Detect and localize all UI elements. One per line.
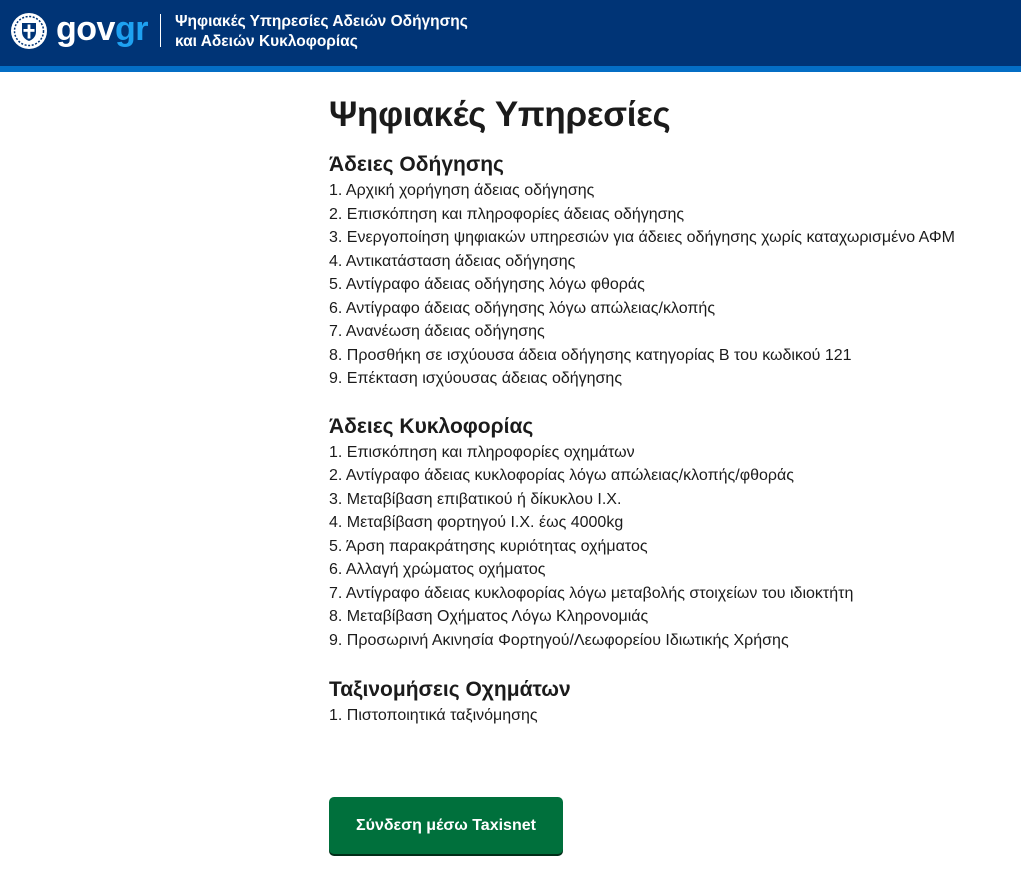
logo-gov-text: gov [56, 10, 115, 48]
driving-licenses-list [329, 179, 1009, 391]
taxisnet-login-button[interactable]: Σύνδεση μέσω Taxisnet [329, 797, 563, 854]
list-item: 2. Επισκόπηση και πληροφορίες άδειας οδήγησης [329, 205, 685, 223]
section-title-vehicle-registrations: Άδειες Κυκλοφορίας [329, 414, 534, 438]
list-item: 1. Πιστοποιητικά ταξινόμησης [329, 707, 538, 724]
list-item: 5. Άρση παρακράτησης κυριότητας οχήματος [329, 537, 648, 555]
list-item: 7. Ανανέωση άδειας οδήγησης [329, 323, 545, 340]
list-item: 3. Μεταβίβαση επιβατικού ή δίκυκλου Ι.Χ. [329, 490, 622, 508]
list-item: 4. Μεταβίβαση φορτηγού Ι.Χ. έως 4000kg [329, 514, 624, 531]
list-item: 6. Αντίγραφο άδειας οδήγησης λόγω απώλειας/κλοπής [329, 299, 716, 317]
list-item: 2. Αντίγραφο άδειας κυκλοφορίας λόγω απώλειας/κλοπής/φθοράς [329, 467, 794, 484]
list-item: 8. Προσθήκη σε ισχύουσα άδεια οδήγησης κατηγορίας B του κωδικού 121 [329, 346, 852, 364]
govgr-logo[interactable] [56, 8, 148, 50]
vehicle-registrations-list [329, 441, 1009, 653]
header-title-line1: Ψηφιακές Υπηρεσίες Αδειών Οδήγησης [175, 13, 468, 30]
list-item: 1. Επισκόπηση και πληροφορίες οχημάτων [329, 443, 635, 461]
site-header [0, 0, 1021, 72]
section-title-vehicle-classifications: Ταξινομήσεις Οχημάτων [329, 678, 571, 701]
list-item: 4. Αντικατάσταση άδειας οδήγησης [329, 252, 576, 270]
page-title: Ψηφιακές Υπηρεσίες [329, 95, 671, 134]
list-item: 6. Αλλαγή χρώματος οχήματος [329, 561, 546, 578]
greek-coat-of-arms-icon[interactable] [10, 12, 48, 50]
list-item: 8. Μεταβίβαση Οχήματος Λόγω Κληρονομιάς [329, 608, 649, 625]
list-item: 3. Ενεργοποίηση ψηφιακών υπηρεσιών για άδειες οδήγησης χωρίς καταχωρισμένο ΑΦΜ [329, 229, 955, 246]
main-content [329, 90, 1009, 728]
header-title-line2: και Αδειών Κυκλοφορίας [175, 33, 358, 50]
header-service-title[interactable] [175, 12, 515, 52]
header-divider [160, 14, 161, 47]
vehicle-classifications-list [329, 704, 1009, 728]
list-item: 5. Αντίγραφο άδειας οδήγησης λόγω φθοράς [329, 276, 645, 293]
list-item: 9. Επέκταση ισχύουσας άδειας οδήγησης [329, 370, 623, 387]
section-title-driving-licenses: Άδειες Οδήγησης [329, 153, 504, 176]
list-item: 7. Αντίγραφο άδειας κυκλοφορίας λόγω μεταβολής στοιχείων του ιδιοκτήτη [329, 584, 854, 602]
list-item: 1. Αρχική χορήγηση άδειας οδήγησης [329, 182, 595, 199]
logo-gr-text: gr [114, 10, 148, 48]
list-item: 9. Προσωρινή Ακινησία Φορτηγού/Λεωφορείου Ιδιωτικής Χρήσης [329, 631, 789, 649]
